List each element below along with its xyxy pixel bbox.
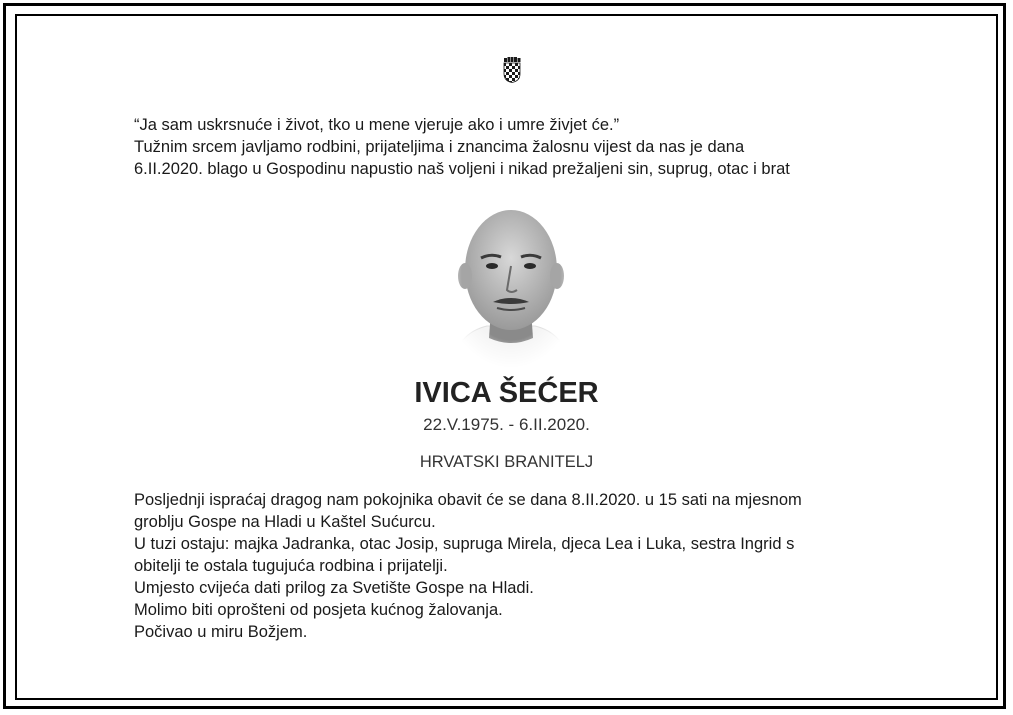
intro-line: Tužnim srcem javljamo rodbini, prijateljima i znancima žalosnu vijest da nas je dana bbox=[134, 138, 745, 156]
life-dates: 22.V.1975. - 6.II.2020. bbox=[423, 415, 590, 434]
details-line: groblju Gospe na Hladi u Kaštel Sućurcu. bbox=[134, 513, 436, 531]
croatian-checkerboard-coat-icon bbox=[503, 57, 521, 83]
intro-quote: “Ja sam uskrsnuće i život, tko u mene vjeruje ako i umre živjet će.” bbox=[134, 116, 620, 134]
funeral-details bbox=[134, 489, 894, 643]
veteran-title: HRVATSKI BRANITELJ bbox=[419, 453, 594, 471]
intro-text bbox=[134, 114, 894, 180]
details-line: Posljednji ispraćaj dragog nam pokojnika obavit će se dana 8.II.2020. u 15 sati na mjesnom bbox=[134, 491, 802, 509]
details-line: obitelji te ostala tugujuća rodbina i prijatelji. bbox=[134, 557, 448, 575]
details-line: U tuzi ostaju: majka Jadranka, otac Josip, supruga Mirela, djeca Lea i Luka, sestra Ingrid s bbox=[134, 535, 795, 553]
details-line: Počivao u miru Božjem. bbox=[134, 623, 308, 641]
deceased-name: IVICA ŠEĆER bbox=[414, 377, 599, 409]
details-line: Molimo biti oprošteni od posjeta kućnog žalovanja. bbox=[134, 601, 503, 619]
intro-line: 6.II.2020. blago u Gospodinu napustio naš voljeni i nikad prežaljeni sin, suprug, otac i brat bbox=[134, 160, 790, 178]
deceased-portrait bbox=[447, 198, 575, 368]
details-line: Umjesto cvijeća dati prilog za Svetište Gospe na Hladi. bbox=[134, 579, 534, 597]
